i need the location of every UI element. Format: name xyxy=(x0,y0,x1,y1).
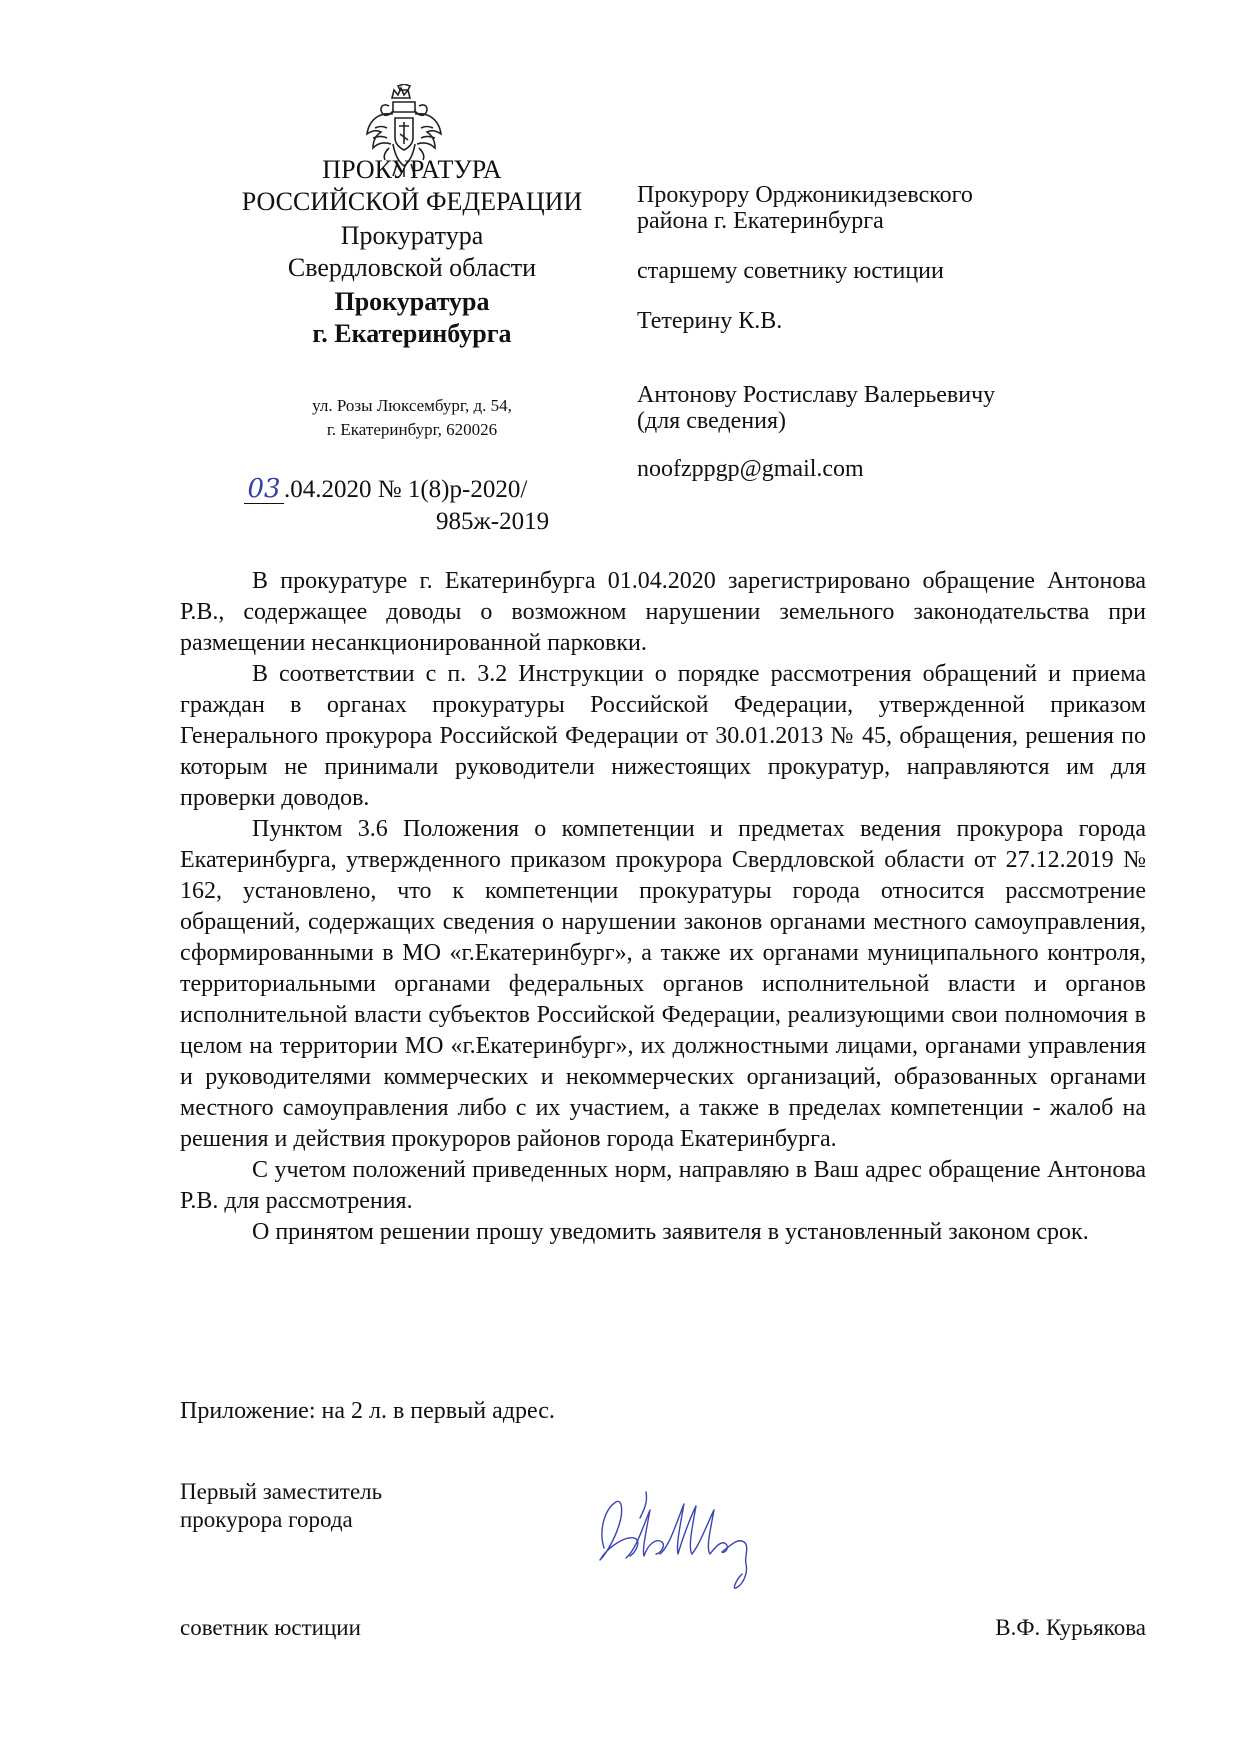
signer-name: В.Ф. Курьякова xyxy=(995,1615,1146,1640)
city-office-line1: Прокуратура xyxy=(334,287,490,316)
letter-body xyxy=(180,566,1146,1248)
body-paragraph: С учетом положений приведенных норм, направляю в Ваш адрес обращение Антонова Р.В. для рассмотрения. xyxy=(180,1157,1146,1214)
addressee-email: noofzppgp@gmail.com xyxy=(637,456,864,482)
body-paragraph: Пунктом 3.6 Положения о компетенции и предметах ведения прокурора города Екатеринбурга, утвержденного приказом прокурора Свердловской области от 27.12.2019 № 162, установлено, что к компетенции прокуратуры города относится рассмотрение обращений, содержащих сведения о нарушении законов органами местного самоуправления, сформированными в МО «г.Екатеринбург», а также их органами муниципального контроля, территориальными органами федеральных органов исполнительной власти и органов исполнительной власти субъектов Российской Федерации, реализующими свои полномочия в целом на территории МО «г.Екатеринбург», их должностными лицами, органами управления и руководителями коммерческих и некоммерческих организаций, образованных органами местного самоуправления либо с их участием, а также в пределах компетенции - жалоб на решения и действия прокуроров районов города Екатеринбурга. xyxy=(180,816,1146,1152)
region-name-line2: Свердловской области xyxy=(287,253,537,282)
city-office-line2: г. Екатеринбурга xyxy=(312,319,512,348)
signer-title xyxy=(180,1478,382,1534)
handwritten-signature xyxy=(586,1488,796,1598)
body-paragraph: В прокуратуре г. Екатеринбурга 01.04.2020 зарегистрировано обращение Антонова Р.В., содержащее доводы о возможном нарушении земельного законодательства при размещении несанкционированной парковки. xyxy=(180,568,1146,656)
addressee-primary-name: Тетерину К.В. xyxy=(637,308,783,334)
body-paragraph: О принятом решении прошу уведомить заявителя в установленный законом срок. xyxy=(252,1219,1089,1245)
org-name-line1: ПРОКУРАТУРА xyxy=(322,155,502,184)
body-paragraph: В соответствии с п. 3.2 Инструкции о порядке рассмотрения обращений и приема граждан в органах прокуратуры Российской Федерации, утвержденной приказом Генерального прокурора Российской Федерации от 30.01.2013 № 45, обращения, решения по которым не принимали руководители нижестоящих прокуратур, направляются им для проверки доводов. xyxy=(180,661,1146,811)
attachment-note: Приложение: на 2 л. в первый адрес. xyxy=(180,1398,555,1424)
addressee-primary-line2: района г. Екатеринбурга xyxy=(637,208,884,234)
registration-line1: .04.2020 № 1(8)р-2020/ xyxy=(284,476,528,503)
addressee-secondary-line1: Антонову Ростиславу Валерьевичу xyxy=(637,382,996,408)
addressee-primary-rank: старшему советнику юстиции xyxy=(637,258,944,284)
addressee-primary-line1: Прокурору Орджоникидзевского xyxy=(637,182,973,208)
org-name-line2: РОССИЙСКОЙ ФЕДЕРАЦИИ xyxy=(241,187,583,216)
signer-rank: советник юстиции xyxy=(180,1615,361,1640)
handwritten-date: 03 xyxy=(244,475,284,504)
signer-title-line2: прокурора города xyxy=(180,1507,353,1532)
addressee-secondary-line2: (для сведения) xyxy=(637,408,786,434)
region-name-line1: Прокуратура xyxy=(340,221,484,250)
address-line1: ул. Розы Люксембург, д. 54, xyxy=(312,396,512,415)
signer-title-line1: Первый заместитель xyxy=(180,1479,383,1504)
registration-number xyxy=(244,474,527,506)
registration-line2: 985ж-2019 xyxy=(436,508,550,535)
sender-address xyxy=(196,394,628,442)
address-line2: г. Екатеринбург, 620026 xyxy=(326,420,498,439)
sender-header xyxy=(196,154,628,350)
